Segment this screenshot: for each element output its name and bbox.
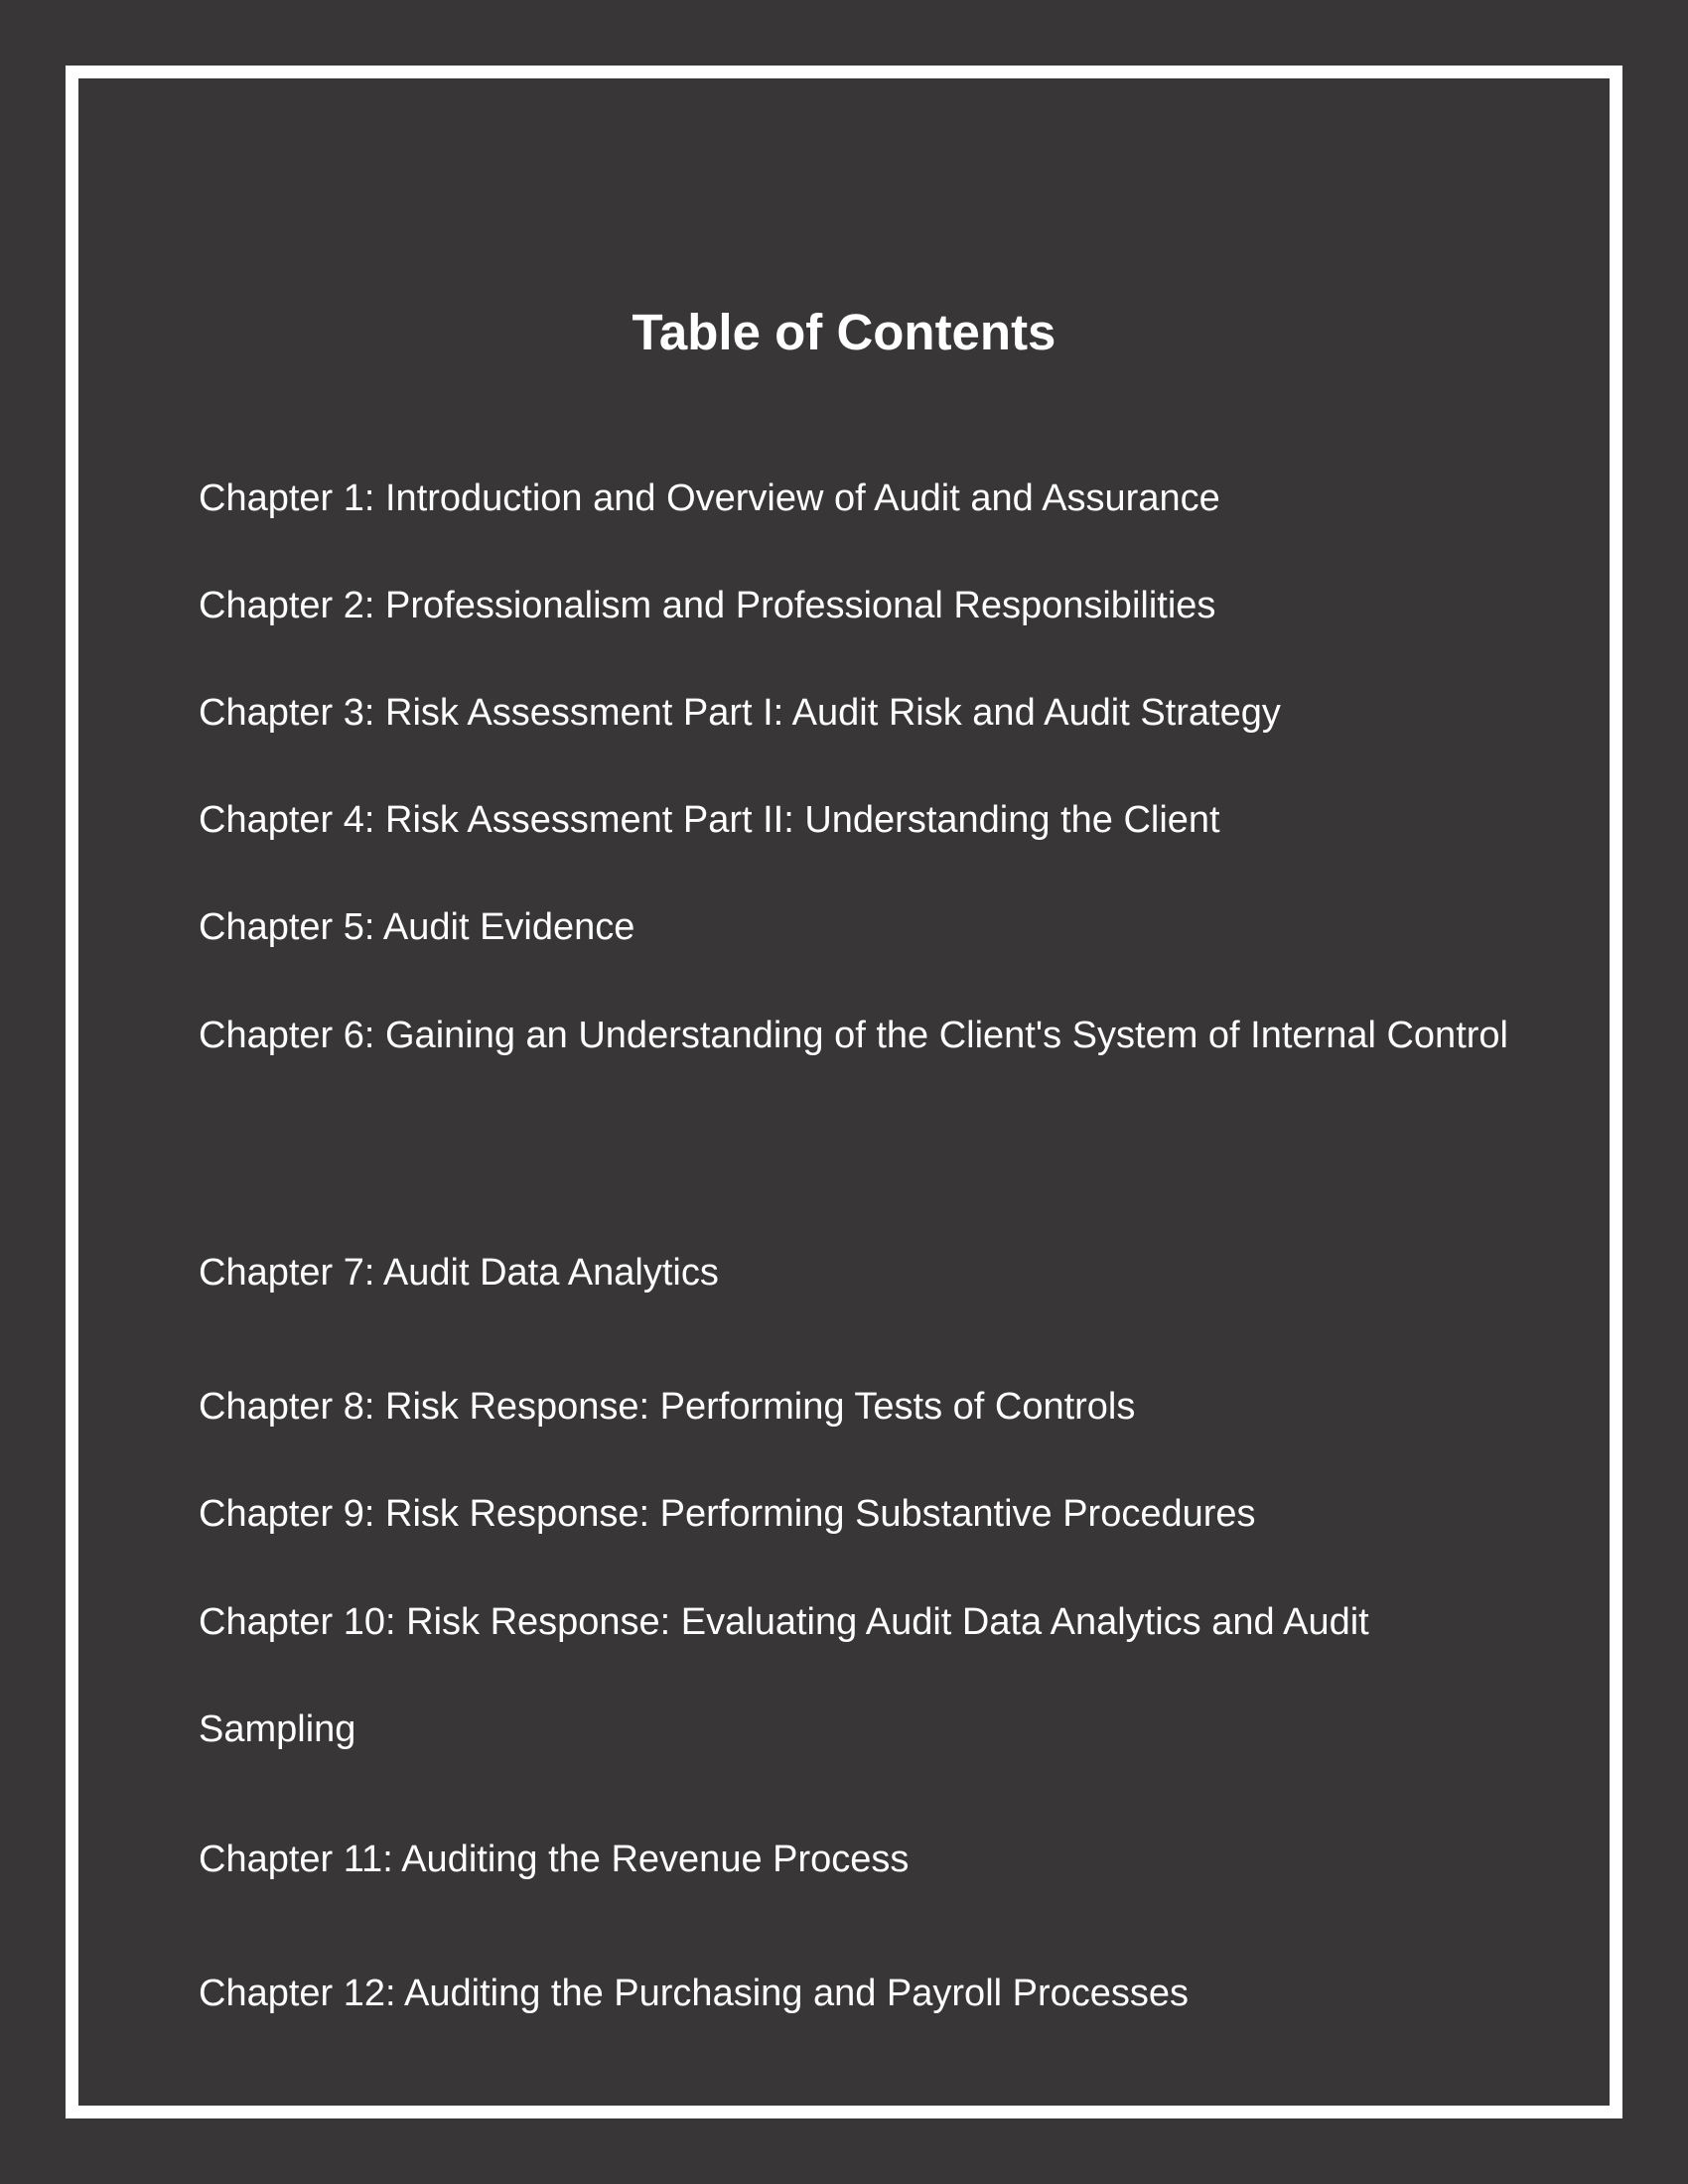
toc-entry-chapter-3: Chapter 3: Risk Assessment Part I: Audit Risk and Audit Strategy [199, 692, 1281, 734]
toc-entry-chapter-5: Chapter 5: Audit Evidence [199, 906, 635, 948]
toc-entry-chapter-1: Chapter 1: Introduction and Overview of Audit and Assurance [199, 478, 1220, 519]
toc-entry-chapter-7: Chapter 7: Audit Data Analytics [199, 1252, 719, 1294]
page-title: Table of Contents [632, 304, 1056, 360]
toc-entry-chapter-8: Chapter 8: Risk Response: Performing Tests of Controls [199, 1386, 1136, 1428]
toc-entry-chapter-6: Chapter 6: Gaining an Understanding of the Client's System of Internal Control [199, 1015, 1508, 1056]
toc-entry-chapter-9: Chapter 9: Risk Response: Performing Substantive Procedures [199, 1493, 1256, 1535]
toc-entry-chapter-2: Chapter 2: Professionalism and Professional Responsibilities [199, 585, 1216, 626]
toc-entry-chapter-11: Chapter 11: Auditing the Revenue Process [199, 1839, 910, 1880]
toc-entry-chapter-12: Chapter 12: Auditing the Purchasing and Payroll Processes [199, 1973, 1190, 2014]
toc-entry-chapter-4: Chapter 4: Risk Assessment Part II: Understanding the Client [199, 799, 1220, 841]
toc-entry-chapter-10: Chapter 10: Risk Response: Evaluating Audit Data Analytics and Audit Sampling [199, 1601, 1369, 1750]
